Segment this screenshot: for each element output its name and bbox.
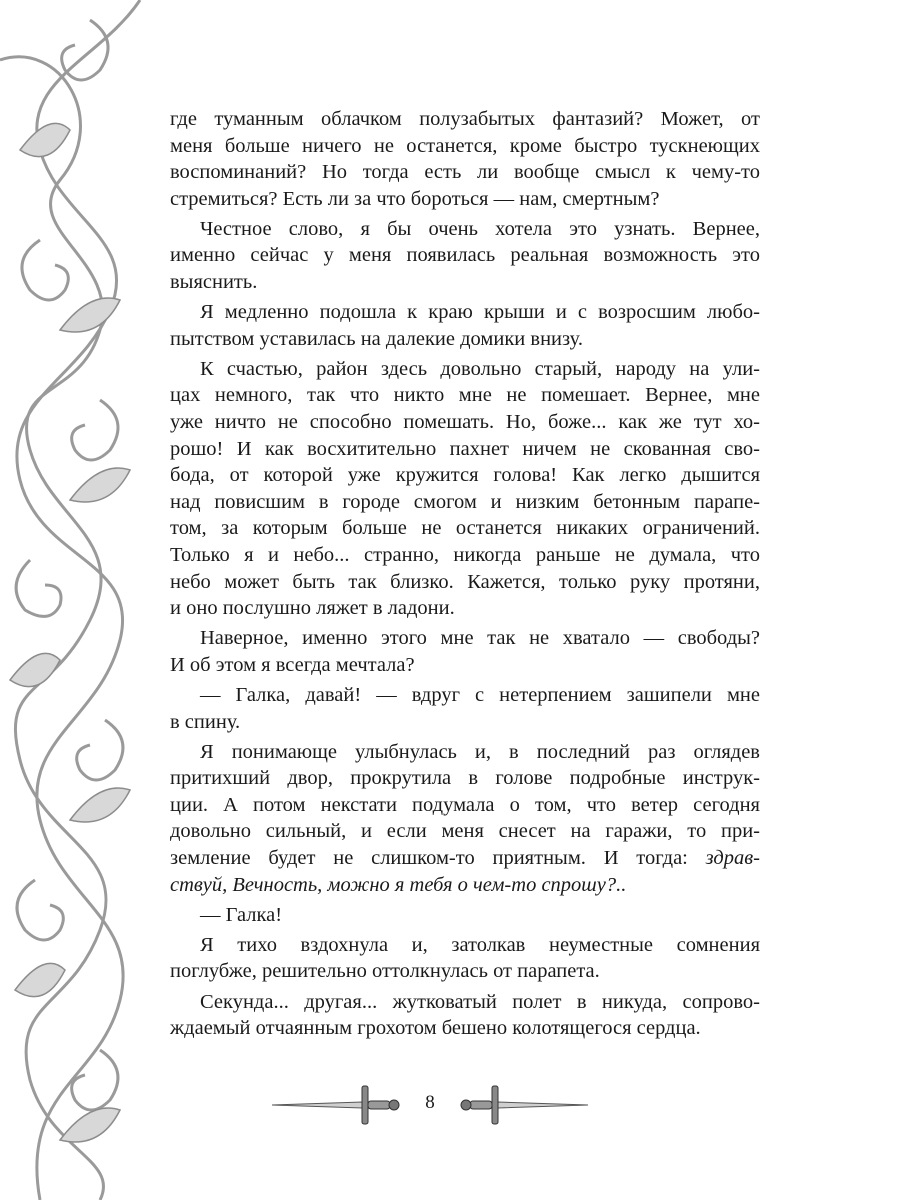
text-line: небо может быть так близко. Кажется, только руку протяни, [170,570,760,593]
italic-text: ствуй, Вечность, можно я тебя о чем-то спрошу?.. [170,873,627,896]
page-footer [270,1080,590,1130]
text-line: в спину. [170,710,241,733]
text-line: бода, от которой уже кружится голова! Как легко дышится [170,464,760,487]
text-line: стремиться? Есть ли за что бороться — нам, смертным? [170,187,660,210]
text-line: выяснить. [170,271,258,294]
paragraph [170,216,760,296]
text-line: ции. А потом некстати подумала о том, что ветер сегодня [170,793,760,816]
text-line: цах немного, так что никто мне не помешает. Вернее, мне [170,384,760,407]
dagger-right-icon [460,1080,590,1130]
text-segment: земление будет не слишком-то приятным. И тогда: [170,847,706,870]
text-line: воспоминаний? Но тогда есть ли вообще смысл к чему-то [170,161,760,184]
text-line: меня больше ничего не останется, кроме быстро тускнеющих [170,134,760,157]
text-line: Я медленно подошла к краю крыши и с возросшим любо- [200,301,760,324]
dagger-left-icon [270,1080,400,1130]
text-line: пытством уставилась на далекие домики внизу. [170,327,584,350]
paragraph [170,932,760,985]
text-line: Наверное, именно этого мне так не хватало — свободы? [200,627,760,650]
text-line: довольно сильный, и если меня снесет на гаражи, то при- [170,820,760,843]
text-line: Секунда... другая... жутковатый полет в никуда, сопрово- [200,990,760,1013]
text-line: Только я и небо... странно, никогда раньше не думала, что [170,544,760,566]
text-line: рошо! И как восхитительно пахнет ничем не скованная сво- [170,437,760,460]
paragraph [170,625,760,678]
paragraph [170,989,760,1042]
page-number: 8 [425,1092,435,1113]
paragraph [170,299,760,352]
text-line: — Галка, давай! — вдруг с нетерпением зашипели мне [200,683,760,706]
paragraph [170,682,760,735]
text-line: притихший двор, прокрутила в голове подробные инструк- [170,767,760,790]
text-line: над повисшим в городе смогом и низким бетонным парапе- [170,490,760,513]
text-line: И об этом я всегда мечтала? [170,653,415,676]
text-line: Я тихо вздохнула и, затолкав неуместные сомнения [200,933,760,956]
decorative-floral-border [0,0,142,1200]
paragraph [170,739,760,899]
paragraph [170,356,760,622]
text-line: К счастью, район здесь довольно старый, народу на ули- [200,357,760,380]
text-line: — Галка! [200,903,283,926]
paragraph [170,902,760,929]
text-line [170,872,760,899]
text-line: ждаемый отчаянным грохотом бешено колотящегося сердца. [170,1017,701,1040]
text-line: поглубже, решительно оттолкнулась от парапета. [170,960,600,983]
text-line [170,845,760,872]
text-line: Я понимающе улыбнулась и, в последний раз оглядев [200,740,760,763]
italic-text: здрав- [705,847,760,870]
text-line: уже ничто не способно помешать. Но, боже... как же тут хо- [170,411,760,434]
text-line: именно сейчас у меня появилась реальная возможность это [170,244,760,267]
paragraph [170,106,760,212]
text-line: где туманным облачком полузабытых фантазий? Может, от [170,108,760,130]
text-line: Честное слово, я бы очень хотела это узнать. Вернее, [200,217,760,240]
text-line: том, за которым больше не останется никаких ограничений. [170,517,760,540]
body-text [170,106,760,1042]
text-line: и оно послушно ляжет в ладони. [170,597,455,620]
